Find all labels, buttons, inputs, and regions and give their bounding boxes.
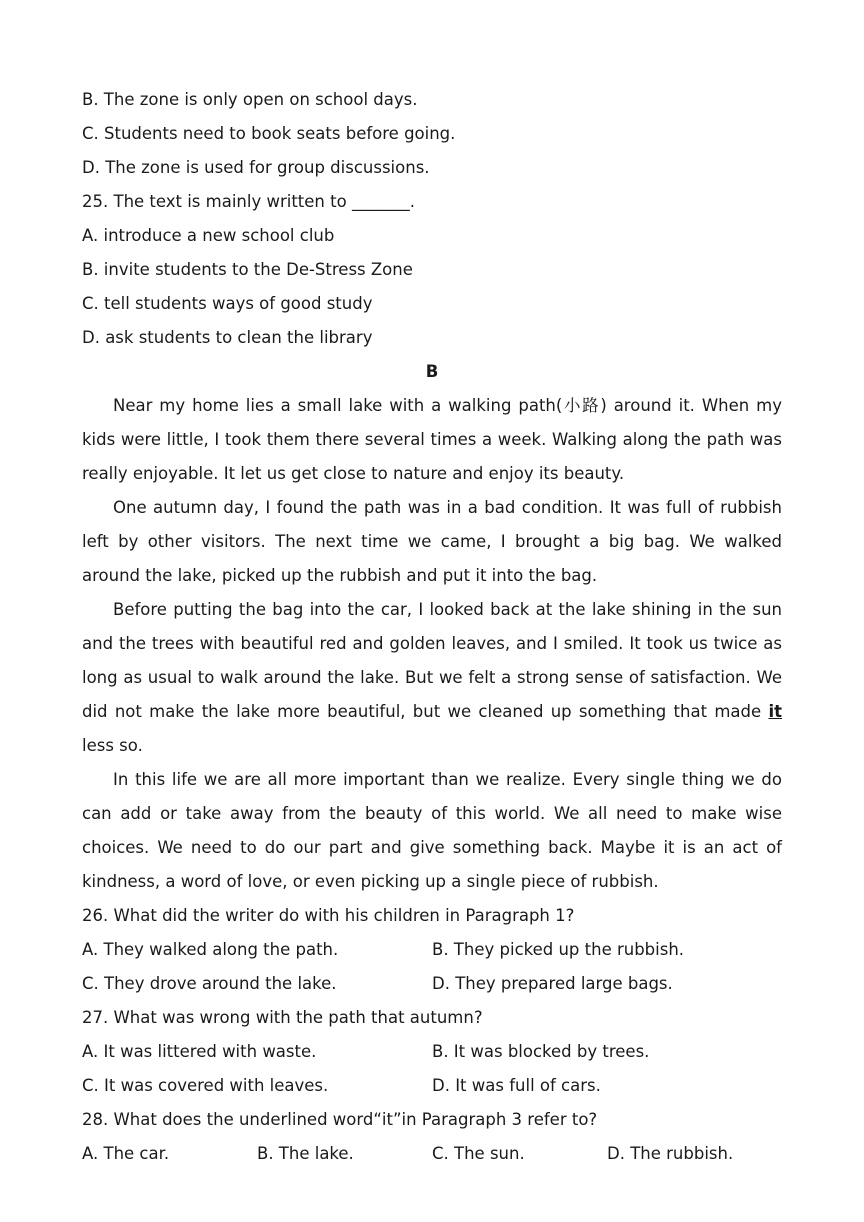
q25-option-c: C. tell students ways of good study bbox=[82, 294, 373, 313]
q26-option-c: C. They drove around the lake. bbox=[82, 974, 337, 993]
q24-option-d: D. The zone is used for group discussions. bbox=[82, 158, 430, 177]
q24-option-c: C. Students need to book seats before going. bbox=[82, 124, 456, 143]
q28-options-row bbox=[82, 1137, 782, 1171]
q26-stem: 26. What did the writer do with his children in Paragraph 1? bbox=[82, 906, 575, 925]
q28-option-a: A. The car. bbox=[82, 1144, 170, 1163]
q28-option-c: C. The sun. bbox=[432, 1144, 525, 1163]
passage-paragraph-3 bbox=[82, 593, 782, 763]
passage-paragraph-4: In this life we are all more important than we realize. Every single thing we do can add or take away from the beauty of this world. We all need to make wise choices. We need to do our part and give something back. Maybe it is an act of kindness, a word of love, or even picking up a single piece of rubbish. bbox=[82, 770, 782, 891]
q27-options-row-2 bbox=[82, 1069, 782, 1103]
q24-option-b: B. The zone is only open on school days. bbox=[82, 90, 418, 109]
q27-option-d: D. It was full of cars. bbox=[432, 1076, 601, 1095]
q25-option-a: A. introduce a new school club bbox=[82, 226, 335, 245]
q26-option-a: A. They walked along the path. bbox=[82, 940, 339, 959]
underlined-word-it: it bbox=[768, 702, 782, 721]
q27-option-c: C. It was covered with leaves. bbox=[82, 1076, 329, 1095]
section-b-heading: B bbox=[425, 362, 439, 381]
q28-option-d: D. The rubbish. bbox=[607, 1144, 734, 1163]
q26-option-d: D. They prepared large bags. bbox=[432, 974, 673, 993]
q27-stem: 27. What was wrong with the path that autumn? bbox=[82, 1008, 483, 1027]
exam-page bbox=[82, 83, 782, 1171]
q28-option-b: B. The lake. bbox=[257, 1144, 354, 1163]
q27-option-a: A. It was littered with waste. bbox=[82, 1042, 317, 1061]
q26-options-row-2 bbox=[82, 967, 782, 1001]
q25-stem: 25. The text is mainly written to _______. bbox=[82, 192, 415, 211]
passage-paragraph-2: One autumn day, I found the path was in a bad condition. It was full of rubbish left by other visitors. The next time we came, I brought a big bag. We walked around the lake, picked up the rubbish and put it into the bag. bbox=[82, 498, 782, 585]
q27-option-b: B. It was blocked by trees. bbox=[432, 1042, 650, 1061]
q26-option-b: B. They picked up the rubbish. bbox=[432, 940, 685, 959]
q26-options-row-1 bbox=[82, 933, 782, 967]
paragraph-3-text-before: Before putting the bag into the car, I looked back at the lake shining in the sun and the trees with beautiful red and golden leaves, and I smiled. It took us twice as long as usual to walk around the lake. But we felt a strong sense of satisfaction. We did not make the lake more beautiful, but we cleaned up something that made bbox=[82, 600, 782, 721]
q25-option-d: D. ask students to clean the library bbox=[82, 328, 373, 347]
q28-stem: 28. What does the underlined word“it”in Paragraph 3 refer to? bbox=[82, 1110, 598, 1129]
q25-option-b: B. invite students to the De-Stress Zone bbox=[82, 260, 413, 279]
passage-paragraph-1: Near my home lies a small lake with a walking path(小路) around it. When my kids were little, I took them there several times a week. Walking along the path was really enjoyable. It let us get close to nature and enjoy its beauty. bbox=[82, 396, 782, 483]
paragraph-3-text-after: less so. bbox=[82, 736, 143, 755]
q27-options-row-1 bbox=[82, 1035, 782, 1069]
